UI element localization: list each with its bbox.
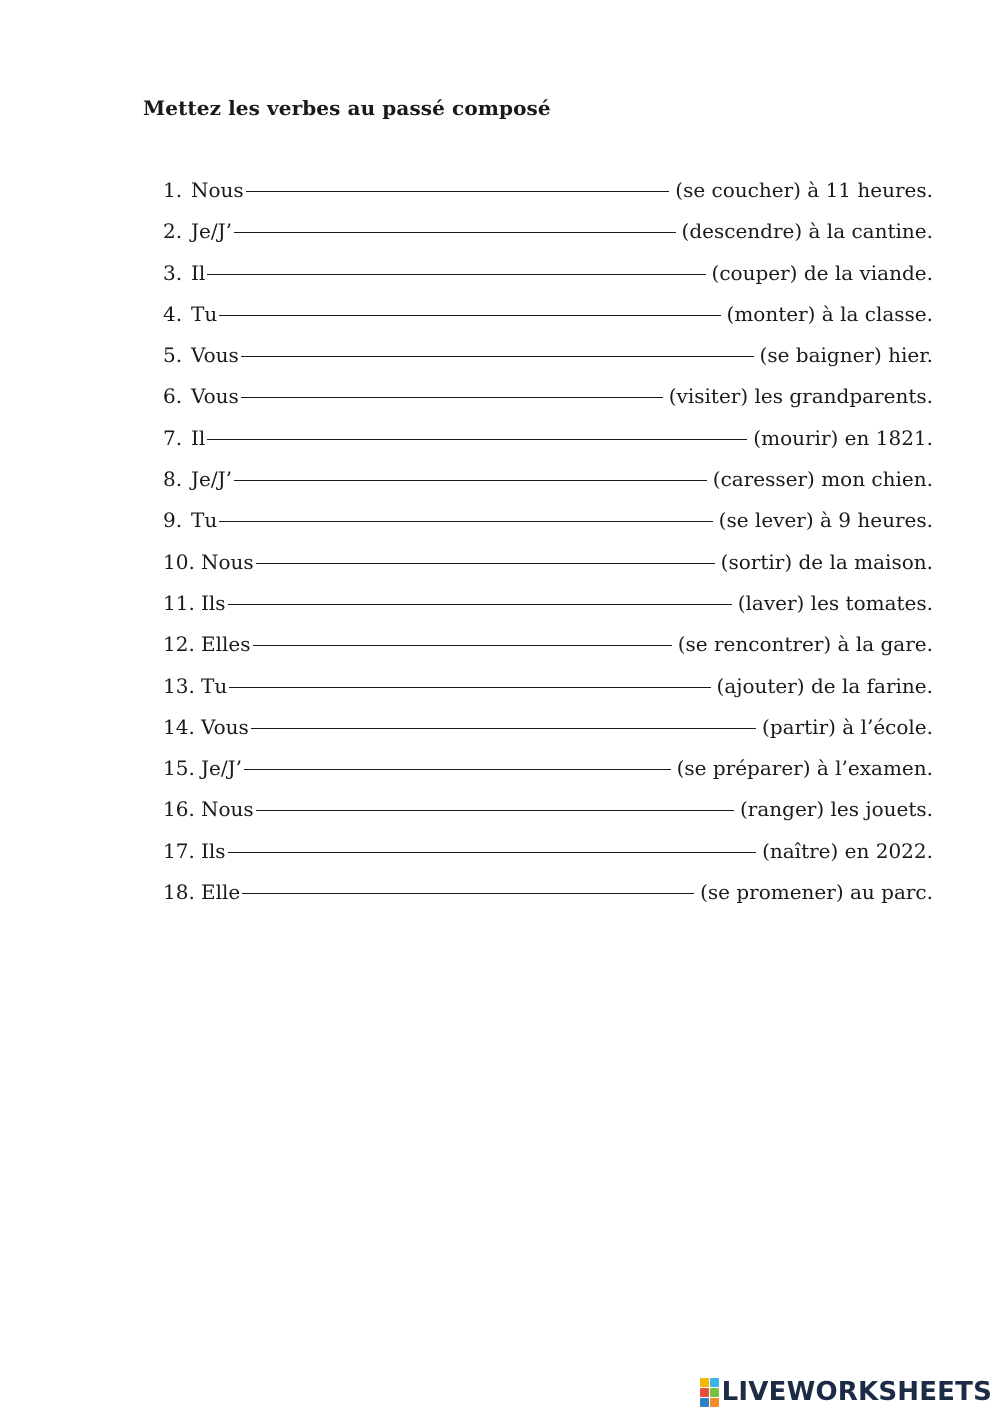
item-subject: Tu	[191, 508, 218, 533]
item-number: 1.	[163, 178, 183, 202]
item-subject: Vous	[201, 714, 249, 739]
worksheet-title: Mettez les verbes au passé composé	[143, 96, 551, 120]
item-subject: Je/J’	[191, 467, 232, 492]
verb-hint: (se promener) au parc.	[700, 880, 933, 905]
verb-hint: (sortir) de la maison.	[720, 549, 933, 574]
answer-blank-input[interactable]	[229, 686, 710, 688]
item-subject: Elles	[201, 632, 251, 657]
item-subject: Vous	[191, 343, 239, 368]
verb-hint: (se lever) à 9 heures.	[718, 508, 933, 533]
item-number: 18.	[163, 880, 195, 905]
answer-blank-input[interactable]	[228, 603, 732, 605]
item-number: 2.	[163, 219, 183, 244]
item-number: 9.	[163, 508, 183, 533]
item-subject: Il	[191, 425, 206, 450]
item-subject: Ils	[201, 590, 226, 615]
item-number: 13.	[163, 673, 195, 698]
answer-blank-input[interactable]	[244, 768, 671, 770]
item-number: 14.	[163, 714, 195, 739]
item-number: 4.	[163, 301, 183, 326]
answer-blank-input[interactable]	[256, 809, 734, 811]
answer-blank-input[interactable]	[256, 562, 715, 564]
item-subject: Je/J’	[191, 219, 232, 244]
logo-tile	[700, 1398, 709, 1407]
exercise-item	[163, 302, 933, 343]
verb-hint: (monter) à la classe.	[726, 301, 933, 326]
item-subject: Vous	[191, 384, 239, 409]
item-subject: Tu	[191, 301, 218, 326]
answer-blank-input[interactable]	[219, 314, 720, 316]
answer-blank-input[interactable]	[219, 520, 712, 522]
exercise-item	[163, 178, 933, 219]
exercise-item	[163, 261, 933, 302]
exercise-item	[163, 797, 933, 838]
answer-blank-input[interactable]	[241, 355, 754, 357]
exercise-item	[163, 343, 933, 384]
item-subject: Ils	[201, 838, 226, 863]
item-number: 12.	[163, 632, 195, 657]
verb-hint: (mourir) en 1821.	[753, 425, 933, 450]
exercise-item	[163, 508, 933, 549]
verb-hint: (descendre) à la cantine.	[681, 219, 933, 244]
verb-hint: (partir) à l’école.	[762, 714, 933, 739]
answer-blank-input[interactable]	[242, 892, 694, 894]
logo-tile	[710, 1398, 719, 1407]
item-number: 11.	[163, 590, 195, 615]
answer-blank-input[interactable]	[207, 438, 747, 440]
verb-hint: (caresser) mon chien.	[712, 467, 933, 492]
verb-hint: (se rencontrer) à la gare.	[677, 632, 933, 657]
exercise-item	[163, 467, 933, 508]
answer-blank-input[interactable]	[234, 479, 707, 481]
logo-tile	[710, 1378, 719, 1387]
item-number: 8.	[163, 467, 183, 492]
item-subject: Elle	[201, 880, 241, 905]
logo-text: LIVEWORKSHEETS	[721, 1377, 992, 1407]
liveworksheets-logo-icon	[700, 1378, 719, 1407]
answer-blank-input[interactable]	[241, 396, 663, 398]
verb-hint: (visiter) les grandparents.	[668, 384, 933, 409]
item-number: 16.	[163, 797, 195, 822]
verb-hint: (ranger) les jouets.	[740, 797, 933, 822]
item-subject: Nous	[201, 797, 254, 822]
exercise-item	[163, 756, 933, 797]
item-number: 15.	[163, 756, 195, 781]
item-number: 17.	[163, 838, 195, 863]
item-subject: Tu	[201, 673, 228, 698]
verb-hint: (se préparer) à l’examen.	[676, 756, 933, 781]
verb-hint: (couper) de la viande.	[711, 260, 933, 285]
answer-blank-input[interactable]	[207, 273, 705, 275]
verb-hint: (naître) en 2022.	[762, 838, 933, 863]
item-subject: Nous	[191, 178, 244, 202]
exercise-item	[163, 880, 933, 921]
exercise-item	[163, 550, 933, 591]
exercise-item	[163, 674, 933, 715]
item-subject: Nous	[201, 549, 254, 574]
answer-blank-input[interactable]	[234, 231, 676, 233]
exercise-item	[163, 632, 933, 673]
verb-hint: (ajouter) de la farine.	[716, 673, 933, 698]
liveworksheets-logo	[700, 1377, 992, 1407]
item-number: 5.	[163, 343, 183, 368]
answer-blank-input[interactable]	[228, 851, 757, 853]
logo-tile	[710, 1388, 719, 1397]
verb-hint: (laver) les tomates.	[737, 590, 933, 615]
logo-tile	[700, 1378, 709, 1387]
exercise-item	[163, 715, 933, 756]
item-subject: Je/J’	[201, 756, 242, 781]
exercise-item	[163, 384, 933, 425]
item-number: 3.	[163, 260, 183, 285]
verb-hint: (se coucher) à 11 heures.	[675, 178, 933, 202]
answer-blank-input[interactable]	[251, 727, 756, 729]
exercise-item	[163, 591, 933, 632]
logo-tile	[700, 1388, 709, 1397]
verb-hint: (se baigner) hier.	[759, 343, 933, 368]
exercise-list	[163, 178, 933, 921]
exercise-item	[163, 839, 933, 880]
exercise-item	[163, 219, 933, 260]
item-subject: Il	[191, 260, 206, 285]
exercise-item	[163, 426, 933, 467]
answer-blank-input[interactable]	[246, 190, 670, 192]
item-number: 7.	[163, 425, 183, 450]
answer-blank-input[interactable]	[253, 644, 672, 646]
item-number: 6.	[163, 384, 183, 409]
item-number: 10.	[163, 549, 195, 574]
